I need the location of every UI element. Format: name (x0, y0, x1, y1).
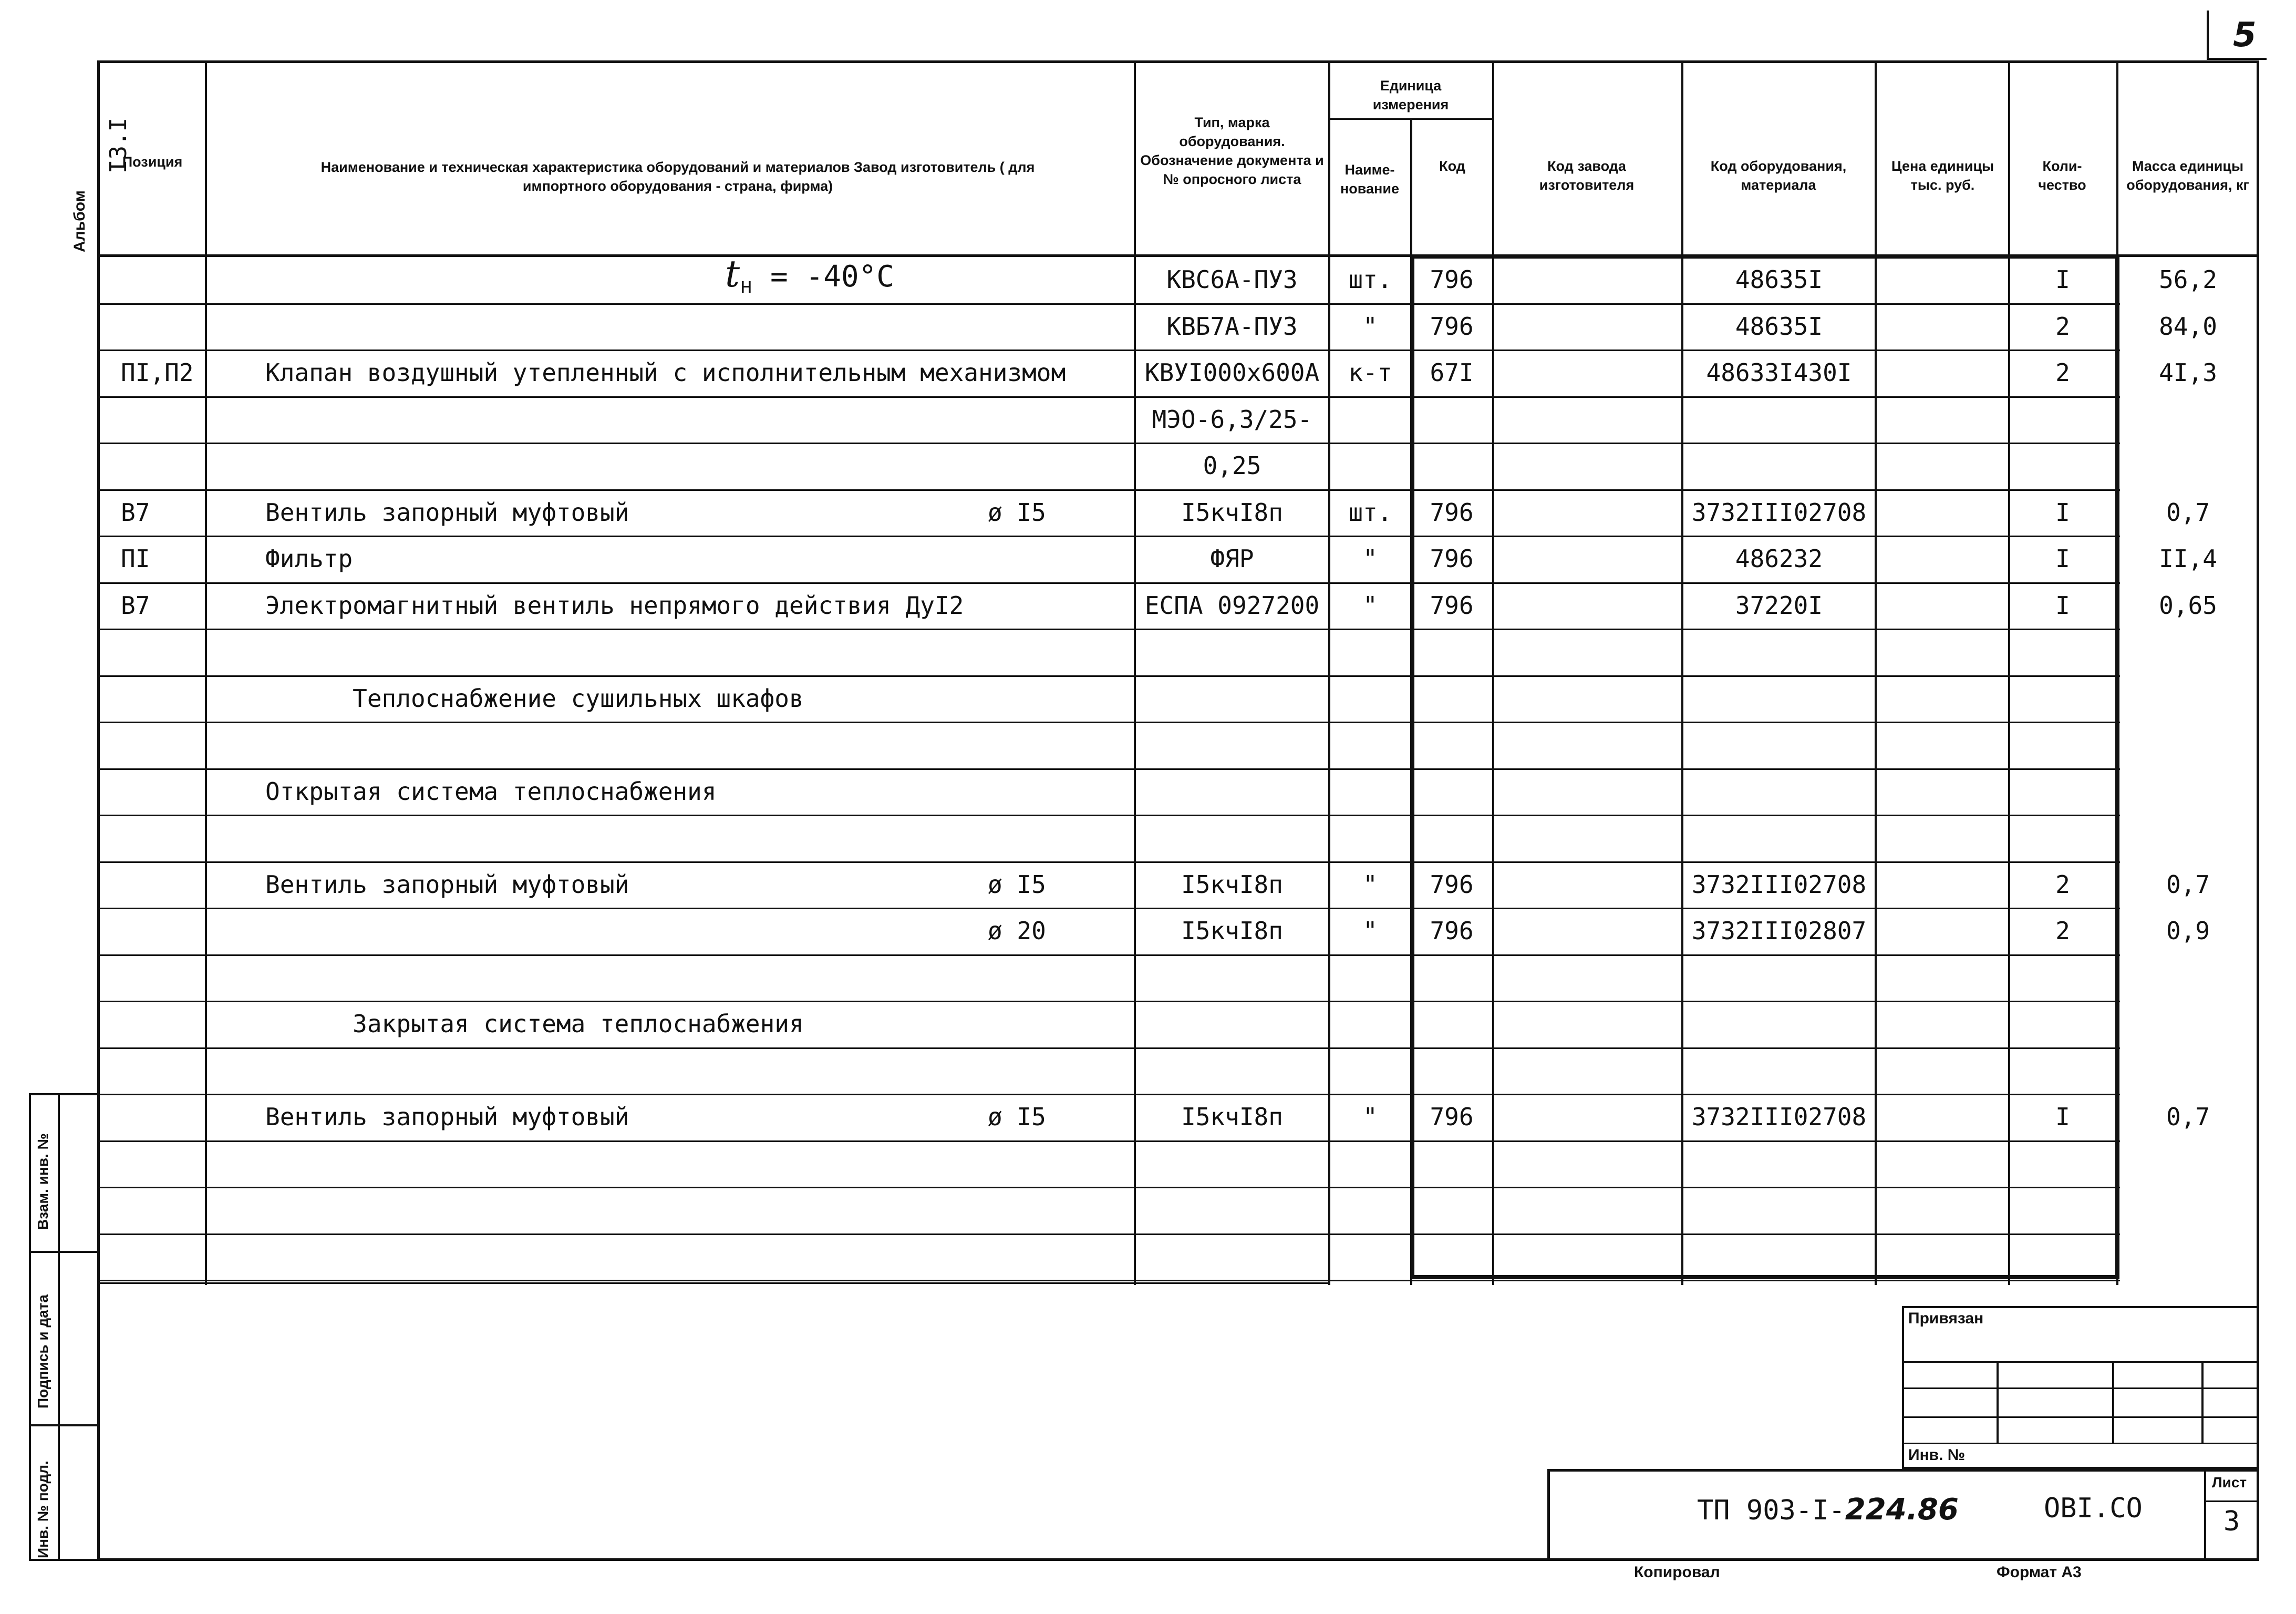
cell-code: 67I (1430, 358, 1474, 387)
footer-copied: Копировал (1634, 1564, 1720, 1581)
cell-unit: " (1363, 870, 1378, 899)
inv-label: Инв. № (1908, 1446, 1966, 1464)
cell-pos: В7 (121, 591, 150, 620)
row-line (97, 303, 2120, 305)
cell-type: I5кчI8п (1181, 498, 1283, 527)
cell-eq: 48635I (1735, 265, 1823, 294)
cell-qty: 2 (2055, 312, 2070, 341)
doc-num: 224.86 (1845, 1493, 1959, 1527)
row-line (97, 1047, 2120, 1049)
row-line (97, 861, 2120, 863)
cell-type: I5кчI8п (1181, 917, 1283, 945)
cell-qty: I (2055, 544, 2070, 573)
unit-group-line (1328, 118, 1492, 120)
cell-code: 796 (1430, 870, 1474, 899)
cell-name: Теплоснабжение сушильных шкафов (265, 684, 804, 713)
row-line (97, 908, 2120, 909)
cell-eq: 486232 (1735, 544, 1823, 573)
cell-qty: I (2055, 1103, 2070, 1131)
cell-name: Электромагнитный вентиль непрямого действия ДуI2 (265, 591, 964, 620)
row-line (97, 443, 2120, 444)
cell-mass: 0,65 (2159, 591, 2217, 620)
sheet-label: Лист (2212, 1474, 2247, 1490)
cell-pos: ПI (121, 544, 150, 573)
row-line (97, 582, 2120, 584)
cell-unit: " (1363, 1103, 1378, 1131)
cell-mass: 0,7 (2166, 498, 2210, 527)
row-line (97, 1280, 2120, 1281)
header-position: Позиция (122, 154, 183, 170)
cell-qty: I (2055, 591, 2070, 620)
row-line (97, 1233, 2120, 1235)
album-label: Альбом (71, 190, 88, 252)
cell-eq: 3732III02807 (1691, 917, 1867, 945)
row-line (97, 629, 2120, 630)
header-factory-code: Код завода изготовителя (1539, 158, 1635, 193)
temp-value: = -40 (770, 260, 859, 294)
row-line (97, 1140, 2120, 1142)
cell-mass: 0,7 (2166, 870, 2210, 899)
header-mass: Масса единицы оборудования, кг (2126, 158, 2249, 193)
sheet-box-line (2204, 1469, 2206, 1561)
cell-name: Фильтр (265, 544, 353, 573)
cell-mass: II,4 (2159, 544, 2217, 573)
table-bottom-line (97, 1282, 1329, 1284)
footer-format: Формат А3 (1997, 1564, 2082, 1581)
cell-unit: " (1363, 591, 1378, 620)
bound-vline-3 (2201, 1361, 2204, 1443)
row-line (97, 722, 2120, 723)
bound-line-2 (1902, 1387, 2259, 1389)
row-line (97, 675, 2120, 677)
cell-eq: 3732III02708 (1691, 498, 1867, 527)
bound-vline-2 (2112, 1361, 2114, 1443)
row-line (97, 489, 2120, 491)
side-stamp-divider (58, 1093, 60, 1561)
doc-code: ОВI.СО (2044, 1493, 2143, 1524)
cell-name: Закрытая система теплоснабжения (265, 1010, 804, 1038)
row-line (97, 1187, 2120, 1188)
temp-unit: °С (859, 260, 894, 294)
cell-mass: 0,9 (2166, 917, 2210, 945)
row-line (97, 396, 2120, 398)
cell-unit: " (1363, 917, 1378, 945)
row-line (97, 1001, 2120, 1002)
cell-dia: ø I5 (988, 498, 1046, 527)
cell-code: 796 (1430, 917, 1474, 945)
album-value: I3.I (105, 118, 132, 173)
side-stamp-replace-inv: Взам. инв. № (35, 1133, 51, 1230)
cell-mass: 4I,3 (2159, 358, 2217, 387)
cell-name: Клапан воздушный утепленный с исполнительным механизмом (265, 358, 1066, 387)
cell-type: ЕСПА 0927200 (1144, 591, 1320, 620)
cell-qty: I (2055, 498, 2070, 527)
header-unit-name: Наиме-нование (1340, 162, 1399, 197)
corner-sheet-number: 5 (2233, 16, 2257, 55)
cell-code: 796 (1430, 1103, 1474, 1131)
cell-type: КВУI000х600А (1144, 358, 1320, 387)
cell-qty: I (2055, 265, 2070, 294)
header-type: Тип, марка оборудования. Обозначение документа и № опросного листа (1140, 115, 1324, 187)
bound-line-1 (1902, 1361, 2259, 1363)
header-name: Наименование и техническая характеристика оборудований и материалов Завод изготовитель ( для импортного оборудования - страна, фирма) (320, 159, 1035, 194)
row-line (97, 815, 2120, 816)
row-line (97, 768, 2120, 770)
cell-type: ФЯР (1210, 544, 1254, 573)
cell-mass: 56,2 (2159, 265, 2217, 294)
cell-unit: к-т (1348, 358, 1392, 387)
cell-code: 796 (1430, 498, 1474, 527)
cell-type: КВБ7А-ПУЗ (1166, 312, 1298, 341)
cell-type: I5кчI8п (1181, 870, 1283, 899)
bound-line-3 (1902, 1416, 2259, 1418)
temp-sub: н (740, 274, 753, 299)
header-price: Цена единицы тыс. руб. (1891, 158, 1994, 193)
temp-symbol: t (725, 252, 740, 295)
header-qty: Коли-чество (2038, 158, 2086, 193)
cell-type: 0,25 (1203, 451, 1261, 480)
cell-eq: 48633I430I (1706, 358, 1852, 387)
cell-mass: 84,0 (2159, 312, 2217, 341)
cell-type: МЭО-6,3/25- (1152, 405, 1312, 434)
cell-code: 796 (1430, 544, 1474, 573)
doc-prefix: ТП 903-I- (1697, 1495, 1845, 1526)
cell-qty: 2 (2055, 870, 2070, 899)
cell-eq: 3732III02708 (1691, 1103, 1867, 1131)
cell-name: Вентиль запорный муфтовый (265, 870, 629, 899)
bound-label: Привязан (1908, 1310, 1984, 1327)
doc-number (1697, 1493, 1959, 1527)
cell-code: 796 (1430, 265, 1474, 294)
temperature-note (725, 252, 894, 298)
row-line (97, 536, 2120, 537)
sheet-box-split (2204, 1500, 2259, 1502)
cell-type: КВС6А-ПУЗ (1166, 265, 1298, 294)
cell-type: I5кчI8п (1181, 1103, 1283, 1131)
bound-line-4 (1902, 1443, 2259, 1444)
header-unit-code: Код (1439, 158, 1465, 174)
cell-name: Вентиль запорный муфтовый (265, 498, 629, 527)
cell-eq: 3732III02708 (1691, 870, 1867, 899)
cell-pos: В7 (121, 498, 150, 527)
row-line (97, 1094, 2120, 1095)
side-stamp-signature-date: Подпись и дата (35, 1294, 51, 1409)
sheet-number: 3 (2223, 1506, 2240, 1537)
cell-unit: шт. (1348, 498, 1392, 527)
cell-code: 796 (1430, 591, 1474, 620)
side-stamp-sep-2 (29, 1424, 100, 1426)
cell-eq: 37220I (1735, 591, 1823, 620)
cell-dia: ø 20 (988, 917, 1046, 945)
cell-mass: 0,7 (2166, 1103, 2210, 1131)
cell-qty: 2 (2055, 358, 2070, 387)
cell-unit: " (1363, 312, 1378, 341)
bound-vline-1 (1997, 1361, 1999, 1443)
cell-pos: ПI,П2 (121, 358, 194, 387)
cell-unit: " (1363, 544, 1378, 573)
side-stamp-inv-original: Инв. № подл. (35, 1461, 51, 1558)
header-equipment-code: Код оборудования, материала (1710, 158, 1847, 193)
row-line (97, 954, 2120, 956)
cell-dia: ø I5 (988, 1103, 1046, 1131)
cell-name: Открытая система теплоснабжения (265, 777, 717, 806)
col-line-1 (205, 60, 207, 1285)
cell-code: 796 (1430, 312, 1474, 341)
cell-unit: шт. (1348, 265, 1392, 294)
side-stamp-sep-1 (29, 1251, 100, 1253)
header-unit-group: Единица измерения (1372, 78, 1449, 112)
cell-name: Вентиль запорный муфтовый (265, 1103, 629, 1131)
cell-eq: 48635I (1735, 312, 1823, 341)
row-line (97, 349, 2120, 351)
cell-dia: ø I5 (988, 870, 1046, 899)
cell-qty: 2 (2055, 917, 2070, 945)
